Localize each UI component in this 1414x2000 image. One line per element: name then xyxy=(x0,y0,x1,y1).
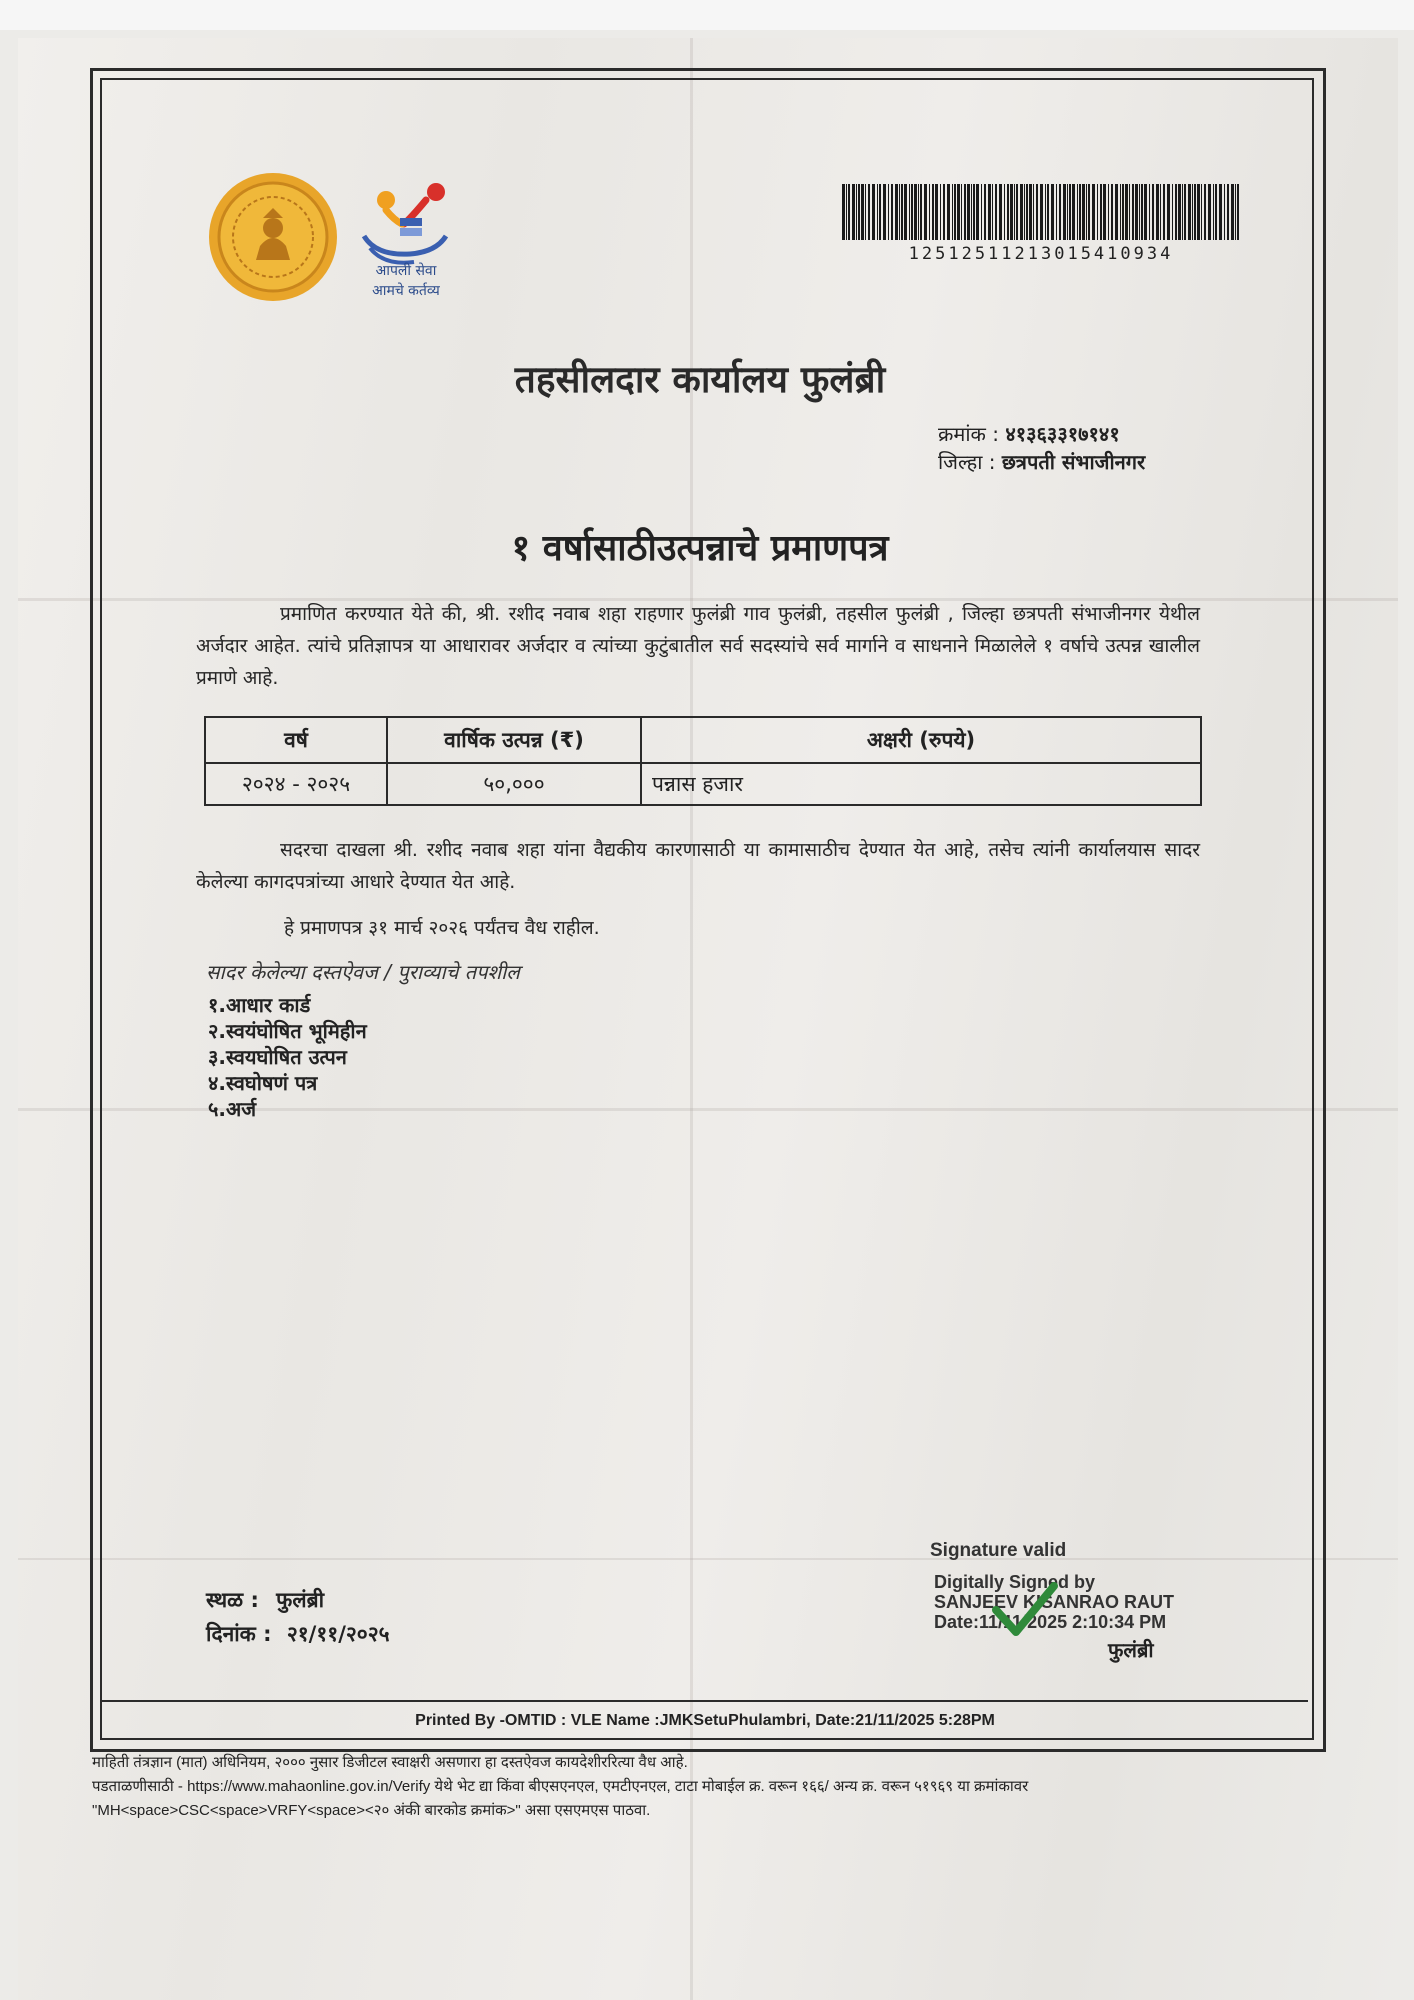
barcode-bar xyxy=(1016,184,1018,240)
barcode-bar xyxy=(1108,184,1109,240)
barcode-bar xyxy=(984,184,986,240)
barcode-bar xyxy=(1103,184,1106,240)
barcode-bar xyxy=(1201,184,1202,240)
barcode-bar xyxy=(1182,184,1183,240)
barcode-bar xyxy=(995,184,997,240)
barcode-bar xyxy=(1188,184,1191,240)
certificate-title: १ वर्षासाठीउत्पन्नाचे प्रमाणपत्र xyxy=(511,528,889,569)
date-value: २१/११/२०२५ xyxy=(286,1622,390,1646)
barcode-bar xyxy=(964,184,966,240)
barcode-bar xyxy=(1224,184,1225,240)
barcode-bar xyxy=(1160,184,1161,240)
barcode-bar xyxy=(1051,184,1054,240)
jilha-label: जिल्हा : xyxy=(938,450,996,474)
cell-words: पन्नास हजार xyxy=(641,763,1201,805)
signature-check-icon xyxy=(990,1580,1060,1640)
barcode-bar xyxy=(988,184,991,240)
barcode-bar xyxy=(1036,184,1038,240)
barcode-bar xyxy=(1092,184,1095,240)
barcode-bar xyxy=(1163,184,1165,240)
jilha-value: छत्रपती संभाजीनगर xyxy=(1001,450,1146,474)
barcode-bar xyxy=(999,184,1002,240)
top-strip xyxy=(0,0,1414,30)
barcode-bar xyxy=(1231,184,1234,240)
barcode-bar xyxy=(891,184,893,240)
barcode-number: 12512511213015410934 xyxy=(908,244,1174,264)
logo-tagline-2: आमचे कर्तव्य xyxy=(372,283,440,299)
barcode-bar xyxy=(848,184,850,240)
barcode-bar xyxy=(868,184,870,240)
signature-line-3: Date:11/11/2025 2:10:34 PM xyxy=(934,1612,1167,1632)
barcode-bar xyxy=(1029,184,1032,240)
barcode-bar xyxy=(899,184,900,240)
barcode-bar xyxy=(1056,184,1057,240)
barcode-bar xyxy=(961,184,962,240)
barcode-bar xyxy=(1175,184,1177,240)
barcode-bar xyxy=(911,184,913,240)
certificate-paragraph-1: प्रमाणित करण्यात येते की, श्री. रशीद नवाब शहा राहणार फुलंब्री गाव फुलंब्री, तहसील फुलंब्री , जिल्हा छत्रपती संभाजीनगर येथील अर्जदार आहेत. त्यांचे प्रतिज्ञापत्र या आधारावर अर्जदार व त्यांच्या कुटुंबातील सर्व सदस्यांचे सर्व मार्गाने व साधनाने मिळालेले १ वर्षाचे उत्पन्न खालील प्रमाणे आहे. xyxy=(196,603,1200,689)
barcode-bar xyxy=(1204,184,1206,240)
barcode-bar xyxy=(1139,184,1140,240)
barcode-bar xyxy=(1135,184,1138,240)
barcode-bar xyxy=(1219,184,1222,240)
col-header-words: अक्षरी (रुपये) xyxy=(641,717,1201,763)
cell-income: ५०,००० xyxy=(387,763,641,805)
barcode-bar xyxy=(920,184,922,240)
barcode-bar xyxy=(1010,184,1013,240)
barcode-bar xyxy=(1077,184,1078,240)
printed-by-line: Printed By -OMTID : VLE Name :JMKSetuPhulambri, Date:21/11/2025 5:28PM xyxy=(415,1712,995,1729)
barcode-bar xyxy=(852,184,855,240)
barcode-bar xyxy=(1111,184,1113,240)
barcode-bar xyxy=(929,184,930,240)
validity-text: हे प्रमाणपत्र ३१ मार्च २०२६ पर्यंतच वैध राहील. xyxy=(284,917,600,939)
barcode-bar xyxy=(846,184,847,240)
barcode-bar xyxy=(1215,184,1217,240)
barcode-bar xyxy=(1237,184,1239,240)
barcode-bar xyxy=(1208,184,1211,240)
barcode-bar xyxy=(1007,184,1009,240)
barcode-bar xyxy=(1167,184,1170,240)
barcode-bar xyxy=(904,184,907,240)
barcode-bar xyxy=(1192,184,1193,240)
barcode-bar xyxy=(1178,184,1181,240)
barcode-bar xyxy=(976,184,979,240)
footer-line-3: "MH<space>CSC<space>VRFY<space><२० अंकी बारकोड क्रमांक>" असा एसएमएस पाठवा. xyxy=(92,1802,651,1819)
barcode-bar xyxy=(1026,184,1028,240)
barcode-bar xyxy=(947,184,950,240)
barcode-bar xyxy=(1129,184,1130,240)
barcode-bar xyxy=(872,184,875,240)
certificate-paragraph-2: सदरचा दाखला श्री. रशीद नवाब शहा यांना वैद्यकीय कारणासाठी या कामासाठीच देण्यात येत आहे, तसेच त्यांनी कार्यालयास सादर केलेल्या कागदपत्रांच्या आधारे देण्यात येत आहे. xyxy=(196,839,1200,893)
barcode-bar xyxy=(1033,184,1034,240)
barcode-bar xyxy=(957,184,960,240)
barcode-bar xyxy=(1122,184,1124,240)
barcode-bar xyxy=(1152,184,1154,240)
barcode-bar xyxy=(1047,184,1049,240)
place-value: फुलंब्री xyxy=(276,1588,325,1612)
place-line xyxy=(206,1586,324,1614)
barcode-bar xyxy=(973,184,975,240)
signature-line-2: SANJEEV KISANRAO RAUT xyxy=(934,1592,1175,1612)
barcode-bar xyxy=(1197,184,1200,240)
cell-year: २०२४ - २०२५ xyxy=(205,763,387,805)
barcode-bar xyxy=(1141,184,1143,240)
barcode-bar xyxy=(1213,184,1214,240)
barcode-bar xyxy=(1120,184,1121,240)
document-item: ५.अर्ज xyxy=(208,1097,257,1121)
barcode-bar xyxy=(1040,184,1043,240)
barcode-bar xyxy=(967,184,970,240)
col-header-income: वार्षिक उत्पन्न (₹) xyxy=(387,717,641,763)
barcode-bar xyxy=(865,184,866,240)
barcode-bar xyxy=(1149,184,1150,240)
barcode-bar xyxy=(1079,184,1081,240)
barcode-bar xyxy=(888,184,889,240)
barcode-bar xyxy=(1227,184,1229,240)
signature-valid-text: Signature valid xyxy=(930,1540,1067,1561)
document-item: १.आधार कार्ड xyxy=(208,993,311,1017)
barcode-bar xyxy=(924,184,927,240)
barcode-bar xyxy=(971,184,972,240)
barcode-bar xyxy=(1235,184,1236,240)
barcode-bar xyxy=(895,184,898,240)
barcode-bar xyxy=(901,184,903,240)
logo-tagline-1: आपली सेवा xyxy=(375,263,437,279)
place-label: स्थळ : xyxy=(206,1588,259,1612)
document-item: ३.स्वयघोषित उत्पन xyxy=(208,1045,347,1069)
barcode-bar xyxy=(1097,184,1098,240)
barcode-bar xyxy=(1045,184,1046,240)
barcode-bar xyxy=(1100,184,1102,240)
barcode-bar xyxy=(932,184,934,240)
barcode-bar xyxy=(1020,184,1023,240)
barcode-bar xyxy=(952,184,953,240)
signature-place: फुलंब्री xyxy=(1108,1638,1154,1662)
jilha-line xyxy=(938,448,1145,475)
date-label: दिनांक : xyxy=(206,1622,272,1646)
maharashtra-seal-icon xyxy=(206,170,340,304)
income-table xyxy=(204,716,1202,806)
barcode-bar xyxy=(1082,184,1085,240)
barcode-bar xyxy=(1172,184,1173,240)
barcode-bar xyxy=(954,184,956,240)
barcode-bar xyxy=(940,184,941,240)
barcode-bar xyxy=(1088,184,1090,240)
barcode-bar xyxy=(935,184,938,240)
barcode-bar xyxy=(943,184,945,240)
barcode-bar xyxy=(1063,184,1066,240)
footer-line-2: पडताळणीसाठी - https://www.mahaonline.gov.in/Verify येथे भेट द्या किंवा बीएसएनएल, एमटीएनएल, टाटा मोबाईल क्र. वरून १६६/ अन्य क्र. वरून ५१९६९ या क्रमांकावर xyxy=(92,1778,1029,1795)
barcode-bar xyxy=(1004,184,1005,240)
office-title: तहसीलदार कार्यालय फुलंब्री xyxy=(514,358,886,401)
barcode-bar xyxy=(842,184,845,240)
col-header-year: वर्ष xyxy=(205,717,387,763)
document-item: २.स्वयंघोषित भूमिहीन xyxy=(208,1019,367,1043)
barcode-bar xyxy=(1194,184,1196,240)
document-item: ४.स्वघोषणं पत्र xyxy=(208,1071,318,1095)
kramank-value: ४१३६३३१७१४१ xyxy=(1005,422,1120,446)
barcode-bar xyxy=(883,184,886,240)
barcode-bar xyxy=(1059,184,1061,240)
documents-heading: सादर केलेल्या दस्तऐवज / पुराव्याचे तपशील xyxy=(206,960,520,984)
barcode-bar xyxy=(1067,184,1068,240)
barcode-bar xyxy=(858,184,860,240)
barcode-bar xyxy=(1156,184,1159,240)
date-line xyxy=(206,1620,390,1648)
barcode-bar xyxy=(861,184,864,240)
barcode-bar xyxy=(1115,184,1118,240)
barcode-bar xyxy=(992,184,993,240)
barcode-bar xyxy=(1024,184,1025,240)
barcode-bar xyxy=(856,184,857,240)
barcode xyxy=(842,184,1240,240)
barcode-bar xyxy=(914,184,917,240)
footer-line-1: माहिती तंत्रज्ञान (मात) अधिनियम, २००० नुसार डिजीटल स्वाक्षरी असणारा हा दस्तऐवज कायदेशीररित्या वैध आहे. xyxy=(92,1754,688,1771)
barcode-bar xyxy=(877,184,878,240)
barcode-bar xyxy=(909,184,910,240)
barcode-bar xyxy=(1014,184,1015,240)
barcode-bar xyxy=(1132,184,1134,240)
signature-line-1: Digitally Signed by xyxy=(934,1572,1096,1592)
barcode-bar xyxy=(918,184,919,240)
inner-border xyxy=(100,78,1314,1740)
table-row xyxy=(205,763,1201,805)
barcode-bar xyxy=(1072,184,1075,240)
barcode-bar xyxy=(1086,184,1087,240)
kramank-line xyxy=(938,420,1120,447)
barcode-bar xyxy=(1125,184,1128,240)
barcode-bar xyxy=(1069,184,1071,240)
barcode-bar xyxy=(981,184,982,240)
barcode-bar xyxy=(879,184,881,240)
barcode-bar xyxy=(1144,184,1147,240)
barcode-bar xyxy=(1184,184,1186,240)
divider xyxy=(102,1700,1308,1702)
kramank-label: क्रमांक : xyxy=(938,422,999,446)
